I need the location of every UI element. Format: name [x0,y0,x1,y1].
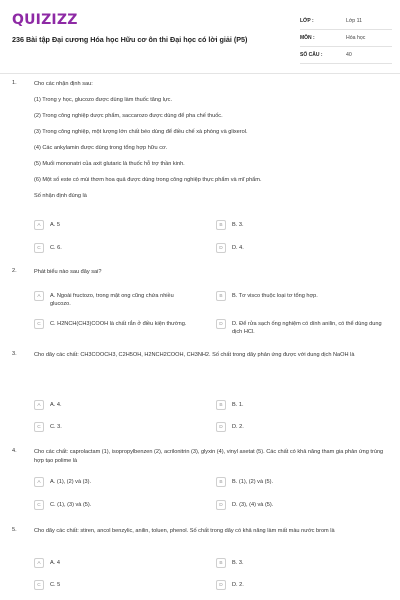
option-b[interactable] [216,400,377,410]
option-b[interactable] [216,220,377,230]
statement: (3) Trong công nghiệp, một lượng lớn chất béo dùng để điều chế xà phòng và glixerol. [34,129,248,135]
worksheet-header [0,0,400,74]
statement: (5) Muối mononatri của axit glutaric là thuốc hỗ trợ thần kinh. [34,161,185,167]
option-a[interactable] [34,220,195,230]
option-letter: B [216,400,226,410]
option-letter: C [34,580,44,590]
option-letter: D [216,580,226,590]
option-text: B. 3. [232,560,244,566]
option-letter: A [34,400,44,410]
option-text: B. 3. [232,222,244,228]
meta-value: 40 [346,52,352,58]
option-text: C. 6. [50,245,62,251]
statement: (2) Trong công nghiệp dược phẩm, saccarozo được dùng để pha chế thuốc. [34,113,223,119]
question-text: Phát biểu nào sau đây sai? [34,269,102,275]
meta-value: Lớp 11 [346,18,362,24]
option-text: D. (3), (4) và (5). [232,502,274,508]
option-letter: C [34,243,44,253]
option-text: B. (1), (2) và (5). [232,479,274,485]
question-prompt: Số nhận định đúng là [34,193,87,199]
option-d[interactable] [216,422,377,432]
statement: (6) Một số este có mùi thơm hoa quả được dùng trong công nghiệp thực phẩm và mĩ phẩm. [34,177,262,183]
option-letter: C [34,319,44,329]
statement: (4) Các ankylamin được dùng trong tổng hợp hữu cơ. [34,145,168,151]
option-text: D. 4. [232,245,244,251]
worksheet-meta [300,13,392,64]
question-number: 5. [12,527,17,533]
option-d[interactable] [216,500,377,510]
option-c[interactable] [34,319,195,329]
meta-label: SỐ CÂU : [300,52,323,58]
question-text: Cho dãy các chất: stiren, ancol benzylic, anilin, toluen, phenol. Số chất trong dãy có khả năng làm mất màu nước brom là [34,528,335,534]
option-a[interactable] [34,400,195,410]
meta-row-subject [300,30,392,47]
meta-row-grade [300,13,392,30]
meta-label: LỚP : [300,18,314,24]
option-c[interactable] [34,580,195,590]
option-letter: B [216,558,226,568]
option-text: A. 4 [50,560,60,566]
option-c[interactable] [34,500,195,510]
option-a[interactable] [34,291,195,308]
option-text: C. 5 [50,582,61,588]
option-letter: D [216,422,226,432]
statement: (1) Trong y học, glucozo được dùng làm thuốc tăng lực. [34,97,173,103]
option-text: A. Ngoài fructozo, trong mật ong cũng chứa nhiều glucozo. [50,293,174,307]
option-d[interactable] [216,580,377,590]
option-letter: D [216,243,226,253]
option-b[interactable] [216,558,377,568]
option-b[interactable] [216,291,382,301]
option-text: D. Để rửa sạch ống nghiệm có dính anilin, có thể dùng dung dịch HCl. [232,321,382,335]
option-text: B. 1. [232,402,244,408]
option-text: B. Tơ visco thuộc loại tơ tổng hợp. [232,293,318,299]
question-text: Cho các chất: caprolactam (1), isopropylbenzen (2), acrilonitrin (3), glyxin (4), vinyl axetat (5). Các chất có khả năng tham gia phản ứng trùng hợp tạo polime là [34,449,384,464]
option-d[interactable] [216,319,382,336]
option-letter: B [216,477,226,487]
option-c[interactable] [34,243,195,253]
meta-value: Hóa học [346,35,366,41]
option-text: D. 2. [232,582,244,588]
option-letter: C [34,500,44,510]
meta-label: MÔN : [300,35,315,41]
question-text: Cho các nhận định sau: [34,81,93,87]
question-number: 4. [12,448,17,454]
option-letter: B [216,291,226,301]
option-letter: D [216,319,226,329]
option-letter: A [34,291,44,301]
question-text: Cho dãy các chất: CH3COOCH3, C2H5OH, H2NCH2COOH, CH3NH2. Số chất trong dãy phản ứng được với dung dịch NaOH là [34,352,355,358]
option-letter: D [216,500,226,510]
question-number: 2. [12,268,17,274]
worksheet-title: 236 Bài tập Đại cương Hóa học Hữu cơ ôn thi Đại học có lời giải (P5) [12,35,248,44]
option-text: A. 5 [50,222,60,228]
option-text: C. 3. [50,424,62,430]
option-a[interactable] [34,558,195,568]
option-text: A. (1), (2) và (3). [50,479,92,485]
option-b[interactable] [216,477,377,487]
option-d[interactable] [216,243,377,253]
option-letter: A [34,477,44,487]
question-number: 3. [12,351,17,357]
option-text: A. 4. [50,402,62,408]
quizizz-logo: QUIZIZZ [12,12,78,28]
option-letter: C [34,422,44,432]
question-number: 1. [12,80,17,86]
option-c[interactable] [34,422,195,432]
meta-row-question-count [300,47,392,64]
option-text: C. (1), (3) và (5). [50,502,92,508]
option-a[interactable] [34,477,195,487]
option-letter: B [216,220,226,230]
option-letter: A [34,558,44,568]
option-text: C. H2NCH(CH3)COOH là chất rắn ở điều kiện thường. [50,321,187,327]
option-letter: A [34,220,44,230]
option-text: D. 2. [232,424,244,430]
